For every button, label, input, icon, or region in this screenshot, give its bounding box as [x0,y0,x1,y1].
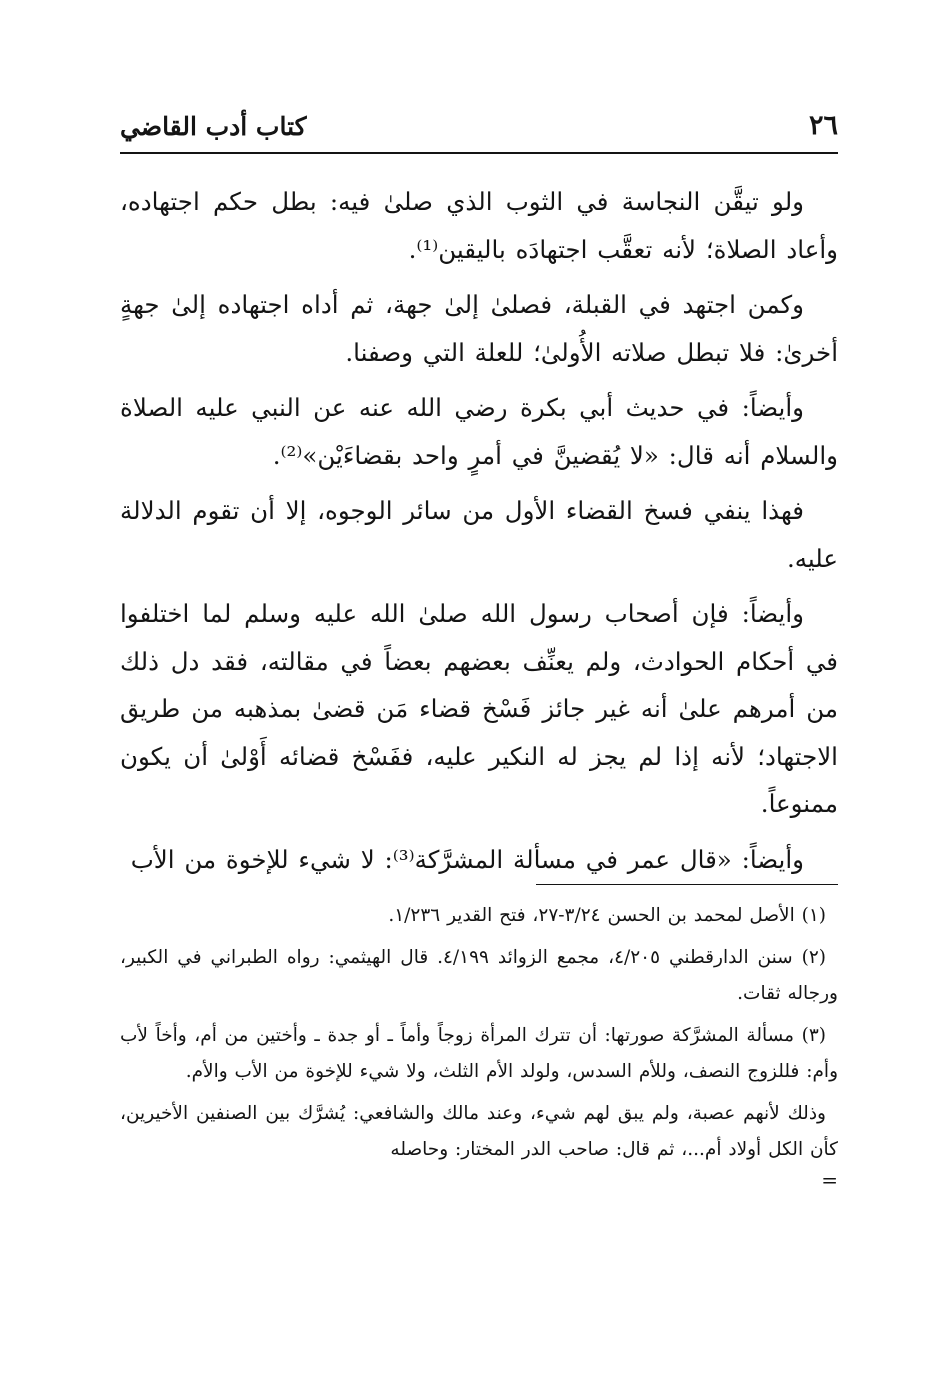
footnotes [120,898,838,1192]
paragraph: ولو تيقَّن النجاسة في الثوب الذي صلىٰ فيه: بطل حكم اجتهاده، وأعاد الصلاة؛ لأنه تعقَّب اجتهادَه باليقين⁽¹⁾. [120,187,838,264]
paragraph: فهذا ينفي فسخ القضاء الأول من سائر الوجوه، إلا أن تقوم الدلالة عليه. [120,496,838,573]
footnote-rule [536,884,838,885]
paragraph: وأيضاً: «قال عمر في مسألة المشرَّكة⁽³⁾: لا شيء للإخوة من الأب [130,844,804,874]
footnote-1: (١) الأصل لمحمد بن الحسن ٣/٢٤-٢٧، فتح القدير ١/٢٣٦. [388,905,826,926]
paragraph: وأيضاً: في حديث أبي بكرة رضي الله عنه عن النبي عليه الصلاة والسلام أنه قال: «لا يُقضينَّ في أمرٍ واحد بقضاءَيْن»⁽²⁾. [120,393,838,470]
paragraph: وأيضاً: فإن أصحاب رسول الله صلىٰ الله عليه وسلم لما اختلفوا في أحكام الحوادث، ولم يعنِّف بعضهم بعضاً في مقالته، فقد دل ذلك من أمرهم علىٰ أنه غير جائز فَسْخ قضاء مَن قضىٰ بمذهبه من طريق الاجتهاد؛ لأنه إذا لم يجز له النكير عليه، ففَسْخ قضائه أَوْلىٰ أن يكون ممنوعاً. [120,599,838,818]
continuation-mark: = [821,1168,838,1192]
page-number: ٢٦ [808,110,838,141]
book-title: كتاب أدب القاضي [120,112,307,141]
header-rule [120,152,838,154]
document-page [120,0,838,1378]
footnote-3: (٣) مسألة المشرَّكة صورتها: أن تترك المرأة زوجاً وأماً ـ أو جدة ـ وأختين من أم، وأخاً لأب وأم: فللزوج النصف، وللأم السدس، ولولد الأم الثلث، ولا شيء للإخوة من الأب والأم. [120,1025,838,1082]
body-text [120,178,838,891]
footnote-2: (٢) سنن الدارقطني ٤/٢٠٥، مجمع الزوائد ٤/١٩٩. قال الهيثمي: رواه الطبراني في الكبير، ورجاله ثقات. [120,947,838,1004]
footnote-3-continued: وذلك لأنهم عصبة، ولم يبق لهم شيء، وعند مالك والشافعي: يُشرَّك بين الصنفين الأخيرين، كأن الكل أولاد أم...، ثم قال: صاحب الدر المختار: وحاصله [120,1103,838,1160]
page-header [120,108,838,152]
paragraph: وكمن اجتهد في القبلة، فصلىٰ إلىٰ جهة، ثم أداه اجتهاده إلىٰ جهةٍ أخرىٰ: فلا تبطل صلاته الأُولىٰ؛ للعلة التي وصفنا. [120,290,838,367]
